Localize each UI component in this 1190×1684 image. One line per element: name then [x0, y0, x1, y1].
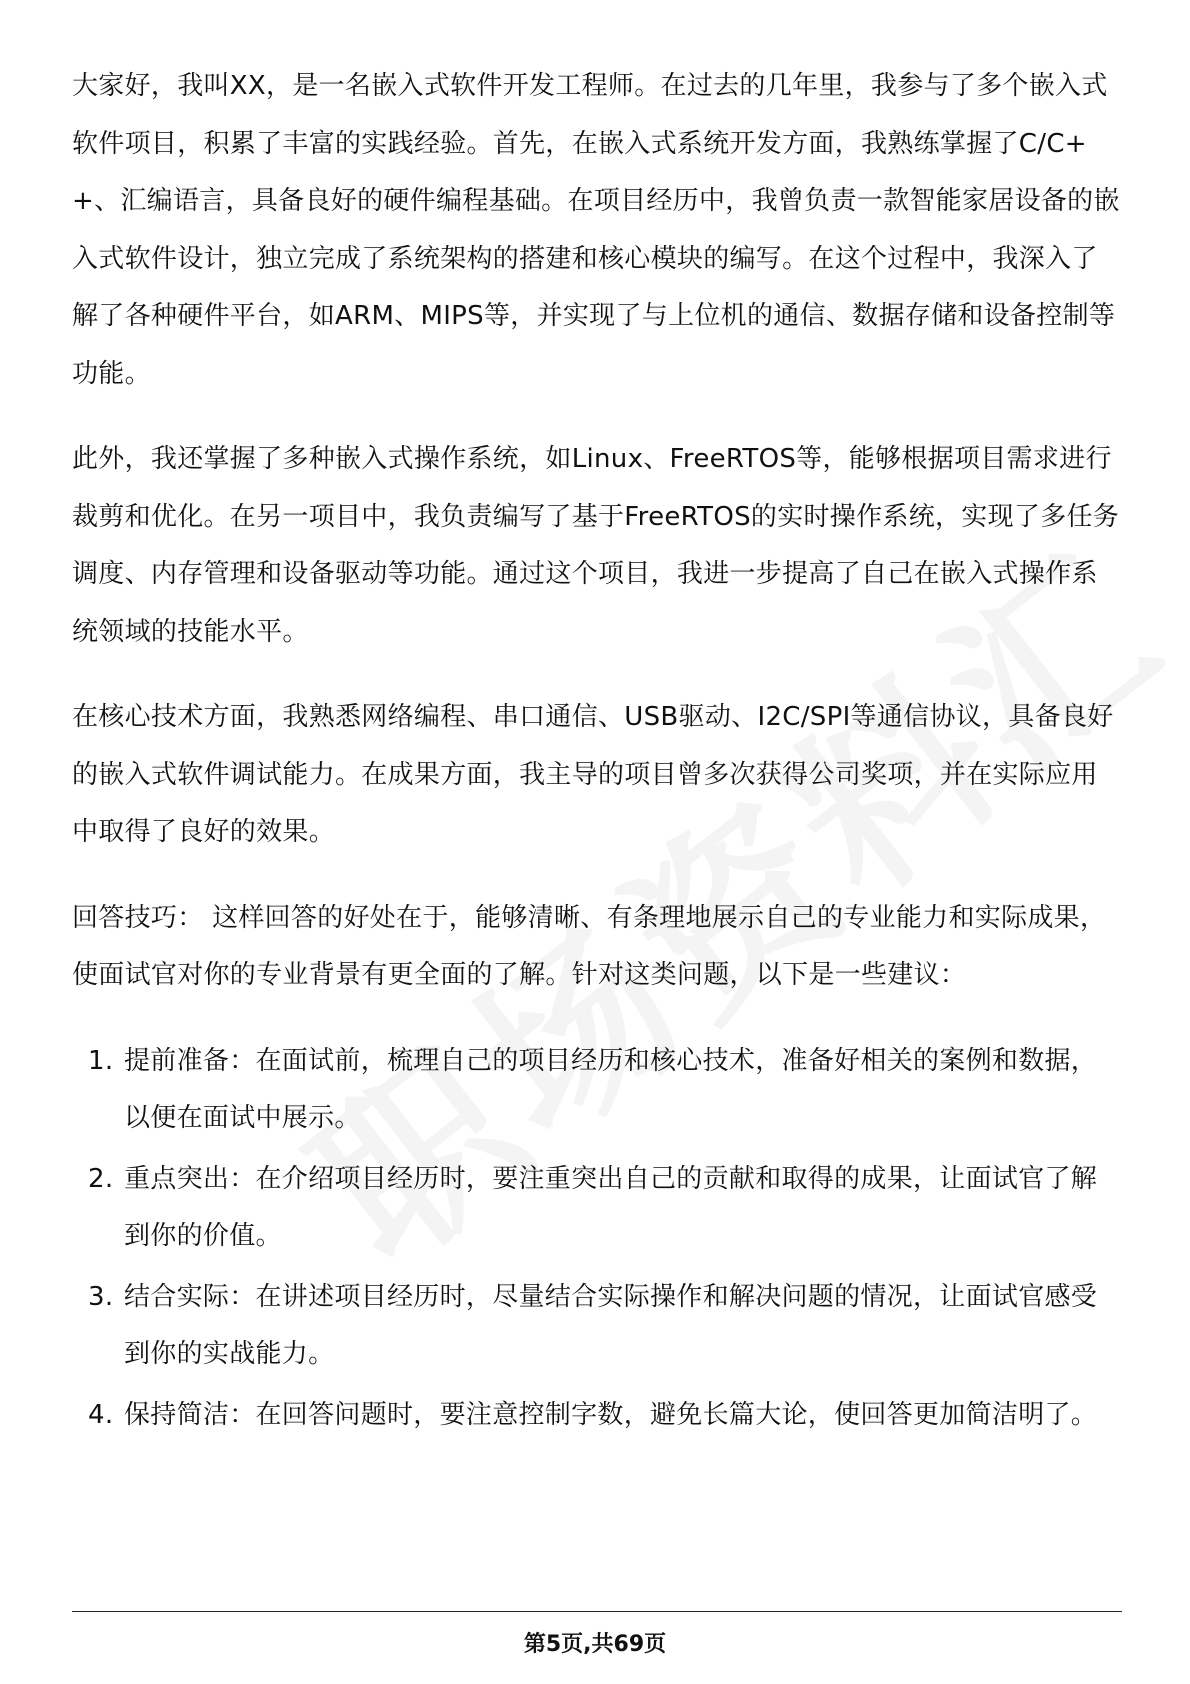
list-item [72, 1387, 1122, 1445]
list-item-text: 重点突出：在介绍项目经历时，要注重突出自己的贡献和取得的成果，让面试官了解到你的价值。 [124, 1163, 1098, 1251]
list-item-text: 结合实际：在讲述项目经历时，尽量结合实际操作和解决问题的情况，让面试官感受到你的实战能力。 [124, 1281, 1098, 1369]
list-item [72, 1151, 1122, 1266]
list-item-text: 提前准备：在面试前，梳理自己的项目经历和核心技术，准备好相关的案例和数据，以便在面试中展示。 [124, 1045, 1098, 1133]
page-number: 第5页,共69页 [523, 1632, 667, 1657]
list-item-number: 1. [88, 1045, 114, 1076]
os-paragraph: 此外，我还掌握了多种嵌入式操作系统，如Linux、FreeRTOS等，能够根据项目需求进行裁剪和优化。在另一项目中，我负责编写了基于FreeRTOS的实时操作系统，实现了多任务调度、内存管理和设备驱动等功能。通过这个项目，我进一步提高了自己在嵌入式操作系统领域的技能水平。 [72, 444, 1120, 647]
core-tech-paragraph: 在核心技术方面，我熟悉网络编程、串口通信、USB驱动、I2C/SPI等通信协议，具备良好的嵌入式软件调试能力。在成果方面，我主导的项目曾多次获得公司奖项，并在实际应用中取得了良好的效果。 [72, 702, 1114, 847]
footer-divider [72, 1611, 1122, 1612]
list-item [72, 1269, 1122, 1384]
list-item-text: 保持简洁：在回答问题时，要注意控制字数，避免长篇大论，使回答更加简洁明了。 [124, 1399, 1098, 1430]
list-item-number: 3. [88, 1281, 114, 1312]
list-item [72, 1033, 1122, 1148]
tips-list [72, 1033, 1122, 1445]
intro-paragraph: 大家好，我叫XX，是一名嵌入式软件开发工程师。在过去的几年里，我参与了多个嵌入式软件项目，积累了丰富的实践经验。首先，在嵌入式系统开发方面，我熟练掌握了C/C++、汇编语言，具备良好的硬件编程基础。在项目经历中，我曾负责一款智能家居设备的嵌入式软件设计，独立完成了系统架构的搭建和核心模块的编写。在这个过程中，我深入了解了各种硬件平台，如ARM、MIPS等，并实现了与上位机的通信、数据存储和设备控制等功能。 [72, 71, 1120, 389]
list-item-number: 4. [88, 1399, 114, 1430]
answer-tips-paragraph: 回答技巧： 这样回答的好处在于，能够清晰、有条理地展示自己的专业能力和实际成果，使面试官对你的专业背景有更全面的了解。针对这类问题，以下是一些建议： [72, 902, 1107, 990]
list-item-number: 2. [88, 1163, 114, 1194]
page-content [72, 58, 1122, 1447]
